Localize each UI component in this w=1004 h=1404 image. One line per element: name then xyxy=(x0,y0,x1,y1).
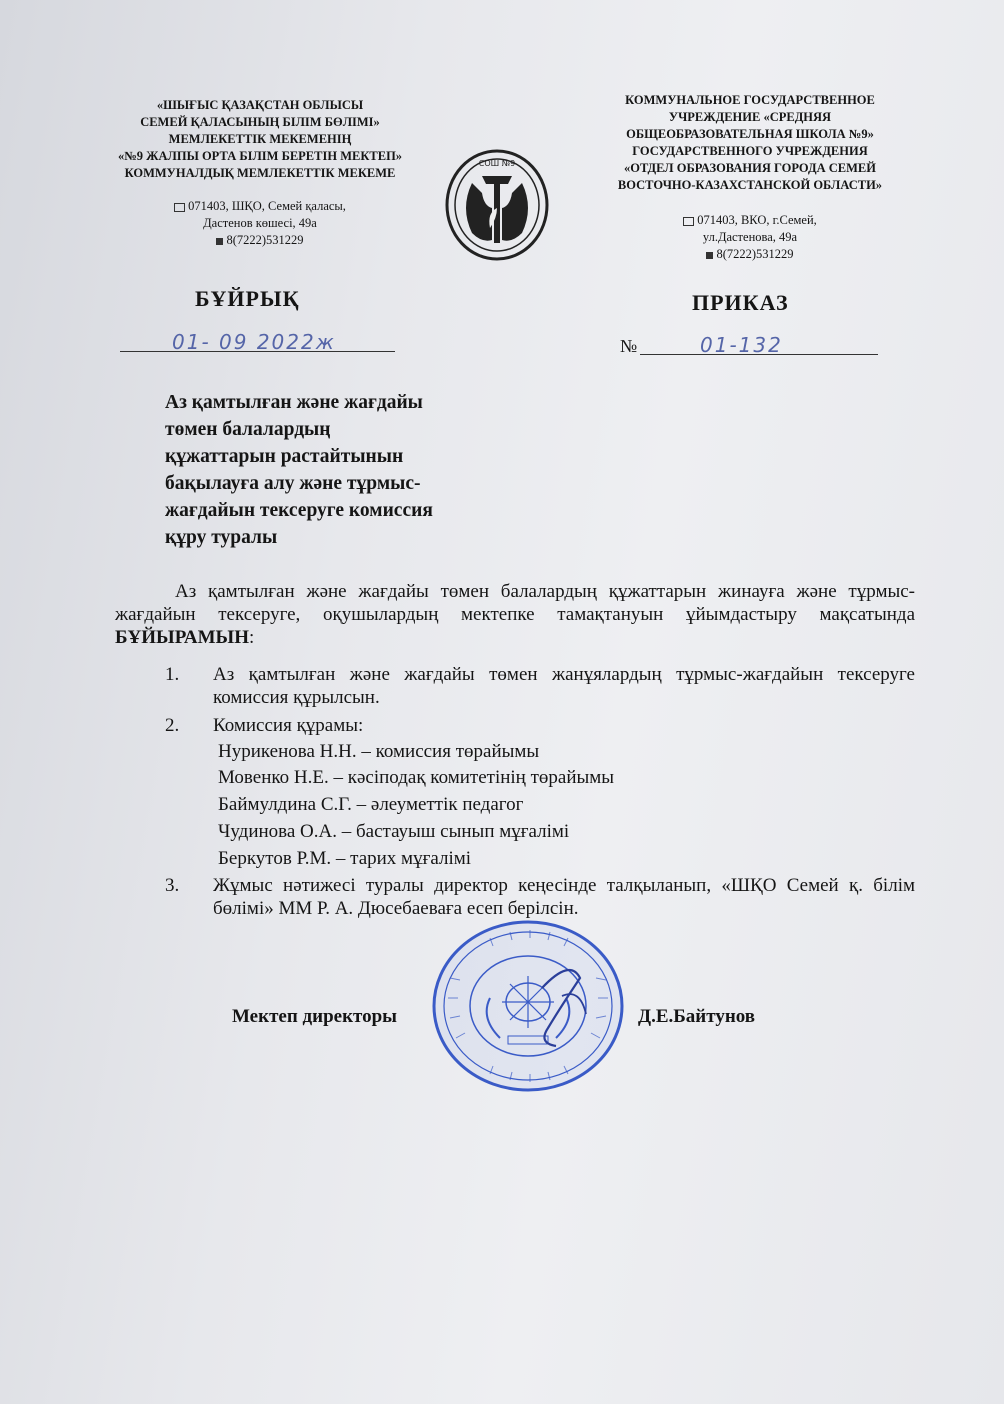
subject-line: құжаттарын растайтынын xyxy=(165,446,404,467)
left-header-line: МЕМЛЕКЕТТІК МЕКЕМЕНІҢ xyxy=(168,132,352,146)
subject-line: жағдайын тексеруге комиссия xyxy=(165,500,433,521)
school-emblem-icon xyxy=(442,148,552,263)
left-header xyxy=(95,97,425,249)
commission-member: Баймулдина С.Г. – әлеуметтік педагог xyxy=(218,794,524,815)
title-kz: БҰЙРЫҚ xyxy=(195,286,300,311)
phone-icon xyxy=(706,252,713,259)
title-ru: ПРИКАЗ xyxy=(692,290,789,315)
commission-member: Беркутов Р.М. – тарих мұғалімі xyxy=(218,848,472,869)
right-header-line: ГОСУДАРСТВЕННОГО УЧРЕЖДЕНИЯ xyxy=(632,144,868,158)
left-address-line: 071403, ШҚО, Семей қаласы, xyxy=(95,198,425,215)
number-label: № xyxy=(620,336,638,356)
order-subject xyxy=(165,389,525,551)
signature-position: Мектеп директоры xyxy=(232,1006,398,1027)
left-header-line: СЕМЕЙ ҚАЛАСЫНЫҢ БІЛІМ БӨЛІМІ» xyxy=(140,115,380,129)
right-address-line: 071403, ВКО, г.Семей, xyxy=(590,212,910,229)
official-round-seal-icon xyxy=(430,918,626,1094)
commission-member: Мовенко Н.Е. – кәсіподақ комитетінің төрайымы xyxy=(218,767,615,788)
date-handwritten: 01- 09 2022ж xyxy=(172,330,336,354)
mail-icon xyxy=(683,217,694,226)
right-phone-line: 8(7222)531229 xyxy=(590,246,910,263)
left-header-line: «№9 ЖАЛПЫ ОРТА БІЛІМ БЕРЕТІН МЕКТЕП» xyxy=(117,149,403,163)
intro-paragraph: Аз қамтылған және жағдайы төмен балалардың құжаттарын жинауға және тұрмыс-жағдайын тексеруге, оқушылардың мектепке тамақтануын ұйымдастыру мақсатында БҰЙЫРАМЫН: xyxy=(115,581,915,648)
right-header xyxy=(590,92,910,263)
intro-bold: БҰЙЫРАМЫН xyxy=(115,627,249,648)
subject-line: құру туралы xyxy=(165,527,278,548)
document-page: «ШЫҒЫС ҚАЗАҚСТАН ОБЛЫСЫ СЕМЕЙ ҚАЛАСЫНЫҢ БІЛІМ БӨЛІМІ» МЕМЛЕКЕТТІК МЕКЕМЕНІҢ «№9 ЖАЛПЫ ОРТА БІЛІМ БЕРЕТІН МЕКТЕП» КОММУНАЛДЫҚ МЕМЛЕКЕТТІК МЕКЕМЕ 071403, ШҚО, Семей қаласы, Дастенов көшесі, 49а 8(7222)531229 СОШ №9 КОММУНАЛЬНОЕ ГОСУДАРСТВЕННОЕ УЧРЕЖДЕНИЕ «СРЕДНЯЯ ОБЩЕОБРАЗОВАТЕЛЬНАЯ ШКОЛА №9» ГОСУДАРСТВЕННОГО УЧРЕЖДЕНИЯ «ОТДЕЛ ОБРАЗОВАНИЯ ГОРОДА СЕМЕЙ ВОСТОЧНО-КАЗАХСТАНСКОЙ ОБЛАСТИ» 071403, ВКО, г.Семей, ул.Дастенова, 49а 8(7222)531229 БҰЙРЫҚ ПРИКАЗ 01- 09 2022ж № 01-132 Аз қамтылған және жағдайы төмен балалардың құжаттарын растайтынын бақылауға алу және тұрмыс- жағдайын тексеруге комиссия құру туралы Аз қамтылған және жағдайы төмен балалардың құжаттарын жинауға және тұрмыс-жағдайын тексеруге, оқушылардың мектепке тамақтануын ұйымдастыру мақсатында БҰЙЫРАМЫН: 1. Аз қамтылған және жағдайы төмен жанұялардың тұрмыс-жағдайын тексеруге комиссия құрылсын. 2. Комиссия құрамы: Нурикенова Н.Н. – комиссия төрайымы Мовенко Н.Е. – кәсіподақ комитетінің төрайымы Баймулдина С.Г. – әлеуметтік педагог Чудинова О.А. – бастауыш сынып мұғалімі Беркутов Р.М. – тарих мұғалімі 3. Жұмыс нәтижесі туралы директор кеңесінде талқыланып, «ШҚО Семей қ. білім бөлімі» ММ Р. А. Дюсебаеваға есеп берілсін. Мектеп директоры Д.Е.Байтунов xyxy=(0,0,1004,1404)
svg-text:СОШ №9: СОШ №9 xyxy=(478,159,516,168)
subject-line: төмен балалардың xyxy=(165,419,331,440)
subject-line: Аз қамтылған және жағдайы xyxy=(165,392,423,413)
right-header-line: УЧРЕЖДЕНИЕ «СРЕДНЯЯ xyxy=(668,110,832,124)
signature-name: Д.Е.Байтунов xyxy=(638,1006,756,1027)
left-header-line: КОММУНАЛДЫҚ МЕМЛЕКЕТТІК МЕКЕМЕ xyxy=(124,166,396,180)
left-header-line: «ШЫҒЫС ҚАЗАҚСТАН ОБЛЫСЫ xyxy=(156,98,364,112)
right-header-line: КОММУНАЛЬНОЕ ГОСУДАРСТВЕННОЕ xyxy=(625,93,875,107)
left-address-line: Дастенов көшесі, 49а xyxy=(203,216,317,230)
mail-icon xyxy=(174,203,185,212)
number-handwritten: 01-132 xyxy=(700,333,783,357)
commission-member: Нурикенова Н.Н. – комиссия төрайымы xyxy=(218,741,540,762)
right-header-line: ОБЩЕОБРАЗОВАТЕЛЬНАЯ ШКОЛА №9» xyxy=(626,127,874,141)
right-header-line: ВОСТОЧНО-КАЗАХСТАНСКОЙ ОБЛАСТИ» xyxy=(617,178,883,192)
left-phone-line: 8(7222)531229 xyxy=(95,232,425,249)
right-header-line: «ОТДЕЛ ОБРАЗОВАНИЯ ГОРОДА СЕМЕЙ xyxy=(624,161,876,175)
right-address-line: ул.Дастенова, 49а xyxy=(702,230,798,244)
phone-icon xyxy=(216,238,223,245)
subject-line: бақылауға алу және тұрмыс- xyxy=(165,473,421,494)
commission-member: Чудинова О.А. – бастауыш сынып мұғалімі xyxy=(218,821,570,842)
